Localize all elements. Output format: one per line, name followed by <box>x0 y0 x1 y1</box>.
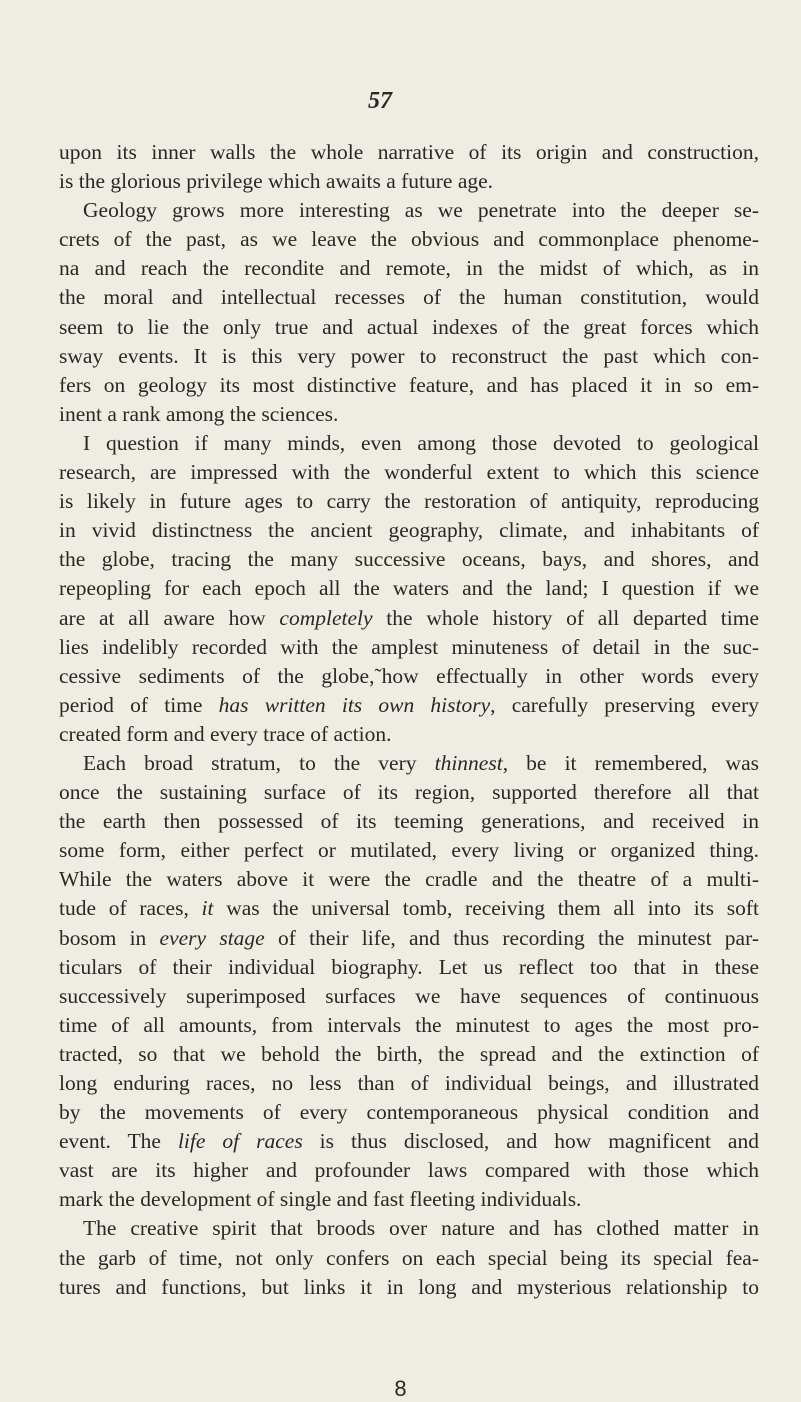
text-segment: Geology grows more interesting as we penetrate into the deeper se- <box>83 198 759 223</box>
text-segment: the earth then possessed of its teeming generations, and received in <box>59 809 759 834</box>
italic-text: completely <box>279 605 373 630</box>
text-line <box>59 196 759 225</box>
text-line <box>59 720 759 749</box>
text-segment: tracted, so that we behold the birth, the spread and the extinction of <box>59 1041 759 1066</box>
text-line <box>59 138 759 167</box>
text-segment: mark the development of single and fast fleeting individuals. <box>59 1187 582 1212</box>
text-segment: seem to lie the only true and actual indexes of the great forces which <box>59 314 759 339</box>
text-line <box>59 1127 759 1156</box>
text-segment: lies indelibly recorded with the amplest minuteness of detail in the suc- <box>59 634 759 659</box>
text-segment: is likely in future ages to carry the restoration of antiquity, reproducing <box>59 489 759 514</box>
text-segment: in vivid distinctness the ancient geography, climate, and inhabitants of <box>59 518 759 543</box>
text-segment: bosom in <box>59 925 160 950</box>
text-segment: the globe, tracing the many successive oceans, bays, and shores, and <box>59 547 759 572</box>
text-segment: created form and every trace of action. <box>59 721 392 746</box>
text-line <box>59 1156 759 1185</box>
text-segment: fers on geology its most distinctive feature, and has placed it in so em- <box>59 372 759 397</box>
text-line <box>59 1273 759 1302</box>
text-line <box>59 400 759 429</box>
text-segment: once the sustaining surface of its region, supported therefore all that <box>59 780 759 805</box>
italic-text: has written its own history <box>218 692 491 717</box>
text-line <box>59 807 759 836</box>
text-line <box>59 662 759 691</box>
text-segment: the garb of time, not only confers on each special being its special fea- <box>59 1245 759 1270</box>
text-segment: is thus disclosed, and how magnificent and <box>302 1129 759 1154</box>
page-number: 57 <box>368 88 392 114</box>
text-line <box>59 487 759 516</box>
text-line <box>59 633 759 662</box>
text-segment: ticulars of their individual biography. Let us reflect too that in these <box>59 954 759 979</box>
text-line <box>59 836 759 865</box>
text-line <box>59 371 759 400</box>
text-line <box>59 254 759 283</box>
text-segment: tures and functions, but links it in long and mysterious relationship to <box>59 1274 759 1299</box>
text-segment: repeopling for each epoch all the waters and the land; I question if we <box>59 576 759 601</box>
text-line <box>59 1185 759 1214</box>
text-segment: period of time <box>59 692 219 717</box>
text-line <box>59 1244 759 1273</box>
text-line <box>59 283 759 312</box>
text-line <box>59 604 759 633</box>
text-segment: Each broad stratum, to the very <box>83 750 435 775</box>
text-segment: The creative spirit that broods over nature and has clothed matter in <box>83 1216 759 1241</box>
text-line <box>59 865 759 894</box>
text-segment: tude of races, <box>59 896 202 921</box>
text-segment: was the universal tomb, receiving them all into its soft <box>213 896 759 921</box>
text-line <box>59 1069 759 1098</box>
text-line <box>59 1011 759 1040</box>
text-segment: na and reach the recondite and remote, in the midst of which, as in <box>59 256 759 281</box>
text-line <box>59 574 759 603</box>
text-segment: inent a rank among the sciences. <box>59 401 339 426</box>
text-line <box>59 982 759 1011</box>
text-line <box>59 1040 759 1069</box>
text-segment: sway events. It is this very power to reconstruct the past which con- <box>59 343 759 368</box>
text-line <box>59 545 759 574</box>
text-line <box>59 1098 759 1127</box>
text-line <box>59 167 759 196</box>
text-segment: are at all aware how <box>59 605 280 630</box>
signature-mark: 8 <box>394 1376 407 1401</box>
body-text <box>59 138 759 1302</box>
text-segment: , carefully preserving every <box>490 692 759 717</box>
italic-text: it <box>201 896 214 921</box>
text-line <box>59 691 759 720</box>
text-line <box>59 749 759 778</box>
text-segment: upon its inner walls the whole narrative of its origin and construction, <box>59 140 759 164</box>
text-segment: I question if many minds, even among those devoted to geological <box>83 430 759 455</box>
text-line <box>59 313 759 342</box>
italic-text: every stage <box>159 925 265 950</box>
text-segment: long enduring races, no less than of individual beings, and illustrated <box>59 1071 759 1095</box>
text-line <box>59 516 759 545</box>
text-segment: time of all amounts, from intervals the minutest to ages the most pro- <box>59 1012 759 1037</box>
text-line <box>59 342 759 371</box>
text-segment: crets of the past, as we leave the obvious and commonplace phenome- <box>59 227 759 252</box>
text-segment: the whole history of all departed time <box>372 605 759 630</box>
text-segment: cessive sediments of the globe,˜how effectually in other words every <box>59 663 759 688</box>
text-line <box>59 429 759 458</box>
text-segment: research, are impressed with the wonderful extent to which this science <box>59 460 759 485</box>
text-segment: , be it remembered, was <box>502 750 759 775</box>
text-line <box>59 458 759 487</box>
text-segment: While the waters above it were the cradle and the theatre of a multi- <box>59 867 759 892</box>
text-segment: vast are its higher and profounder laws compared with those which <box>59 1158 759 1183</box>
text-segment: of their life, and thus recording the minutest par- <box>264 925 759 950</box>
italic-text: thinnest <box>434 750 503 775</box>
text-line <box>59 924 759 953</box>
text-segment: successively superimposed surfaces we have sequences of continuous <box>59 983 759 1008</box>
text-segment: the moral and intellectual recesses of the human constitution, would <box>59 285 759 310</box>
text-line <box>59 894 759 923</box>
text-line <box>59 778 759 807</box>
text-segment: some form, either perfect or mutilated, every living or organized thing. <box>59 838 759 863</box>
text-segment: is the glorious privilege which awaits a future age. <box>59 169 494 194</box>
text-segment: event. The <box>59 1129 178 1154</box>
italic-text: life of races <box>177 1129 303 1154</box>
text-line <box>59 953 759 982</box>
text-segment: by the movements of every contemporaneous physical condition and <box>59 1100 759 1125</box>
text-line <box>59 225 759 254</box>
text-line <box>59 1214 759 1243</box>
